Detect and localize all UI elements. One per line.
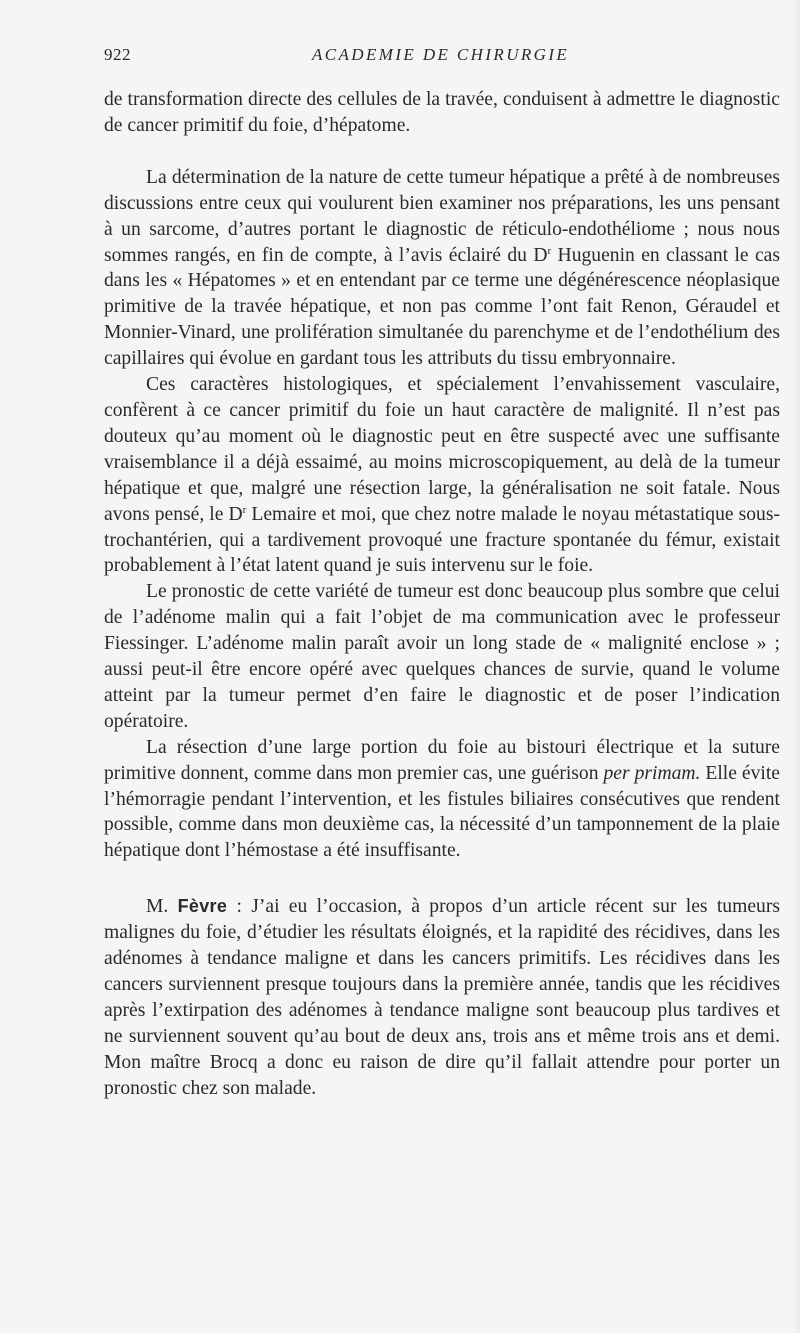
paragraph-6 (104, 894, 780, 1101)
running-head (104, 45, 780, 71)
abbreviation-superscript: r (547, 244, 552, 257)
paragraph-2-text-a: La détermination de la nature de cette tumeur hépatique a prêté à de nombreuses discussions entre ceux qui voulurent bien examiner nos préparations, les uns pensant à un sarcome, d’autres portant le diagnostic de réticulo-endothéliome ; nous nous sommes rangés, en fin de compte, à l’avis éclairé du D (104, 166, 780, 266)
paragraph-4: Le pronostic de cette variété de tumeur est donc beaucoup plus sombre que celui de l’adénome malin qui a fait l’objet de ma communication avec le professeur Fiessinger. L’adénome malin paraît avoir un long stade de « malignité enclose » ; aussi peut-il être encore opéré avec quelques chances de survie, quand le volume atteint par la tumeur permet d’en faire le diagnostic et de poser l’indication opératoire. (104, 581, 780, 732)
paragraph-5-text-b: Elle évite l’hémorragie pendant l’intervention, et les fistules biliaires consécutives que rendent possible, comme dans mon deuxième cas, la nécessité d’un tamponnement de la plaie hépatique dont l’hémostase a été insuffisante. (104, 762, 780, 862)
scan-edge-shadow (794, 0, 800, 1333)
abbreviation-superscript: r (242, 503, 247, 516)
page-number: 922 (104, 45, 131, 64)
paragraph-5 (104, 735, 780, 865)
paragraph-3-text-b: Lemaire et moi, que chez notre malade le noyau métastatique sous-trochantérien, qui a tardivement provoqué une fracture spontanée du fémur, existait probablement à l’état latent quand je suis intervenu sur le foie. (104, 503, 780, 577)
paragraph-2 (104, 165, 780, 372)
speaker-colon: : (227, 896, 252, 918)
paragraph-3 (104, 372, 780, 579)
journal-title: ACADEMIE DE CHIRURGIE (312, 45, 570, 64)
paragraph-1: de transformation directe des cellules de la travée, conduisent à admettre le diagnostic de cancer primitif du foie, d’hépatome. (104, 89, 780, 136)
paragraph-6-text: J’ai eu l’occasion, à propos d’un article récent sur les tumeurs malignes du foie, d’étudier les résultats éloignés, et la rapidité des récidives, dans les adénomes à tendance maligne et dans les cancers primitifs. Les récidives dans les cancers surviennent presque toujours dans la première année, tandis que les récidives après l’extirpation des adénomes à tendance maligne sont beaucoup plus tardives et ne surviennent souvent qu’au bout de deux ans, trois ans et même trois ans et demi. Mon maître Brocq a donc eu raison de dire qu’il fallait attendre pour porter un pronostic chez son malade. (104, 896, 780, 1099)
paragraph-2-text-b: Huguenin en classant le cas dans les « Hépatomes » et en entendant par ce terme une dégénérescence néoplasique primitive de la travée hépatique, et non pas comme l’ont fait Renon, Géraudel et Monnier-Vinard, une prolifération simultanée du parenchyme et de l’endothélium des capillaires qui évolue en gardant tous les attributs du tissu embryonnaire. (104, 244, 780, 370)
speaker-name: Fèvre (177, 896, 228, 917)
paragraph-5-text-a: La résection d’une large portion du foie au bistouri électrique et la suture primitive donnent, comme dans mon premier cas, une guérison (104, 736, 780, 784)
speaker-prefix: M. (146, 896, 178, 918)
paragraph-3-text-a: Ces caractères histologiques, et spécialement l’envahissement vasculaire, confèrent à ce cancer primitif du foie un haut caractère de malignité. Il n’est pas douteux qu’au moment où le diagnostic peut en être suspecté avec une suffisante vraisemblance il a déjà essaimé, au moins microscopiquement, au delà de la tumeur hépatique et que, malgré une résection large, la généralisation ne soit fatale. Nous avons pensé, le D (104, 374, 780, 525)
body-text (104, 87, 780, 1102)
latin-phrase: per primam. (603, 762, 701, 784)
